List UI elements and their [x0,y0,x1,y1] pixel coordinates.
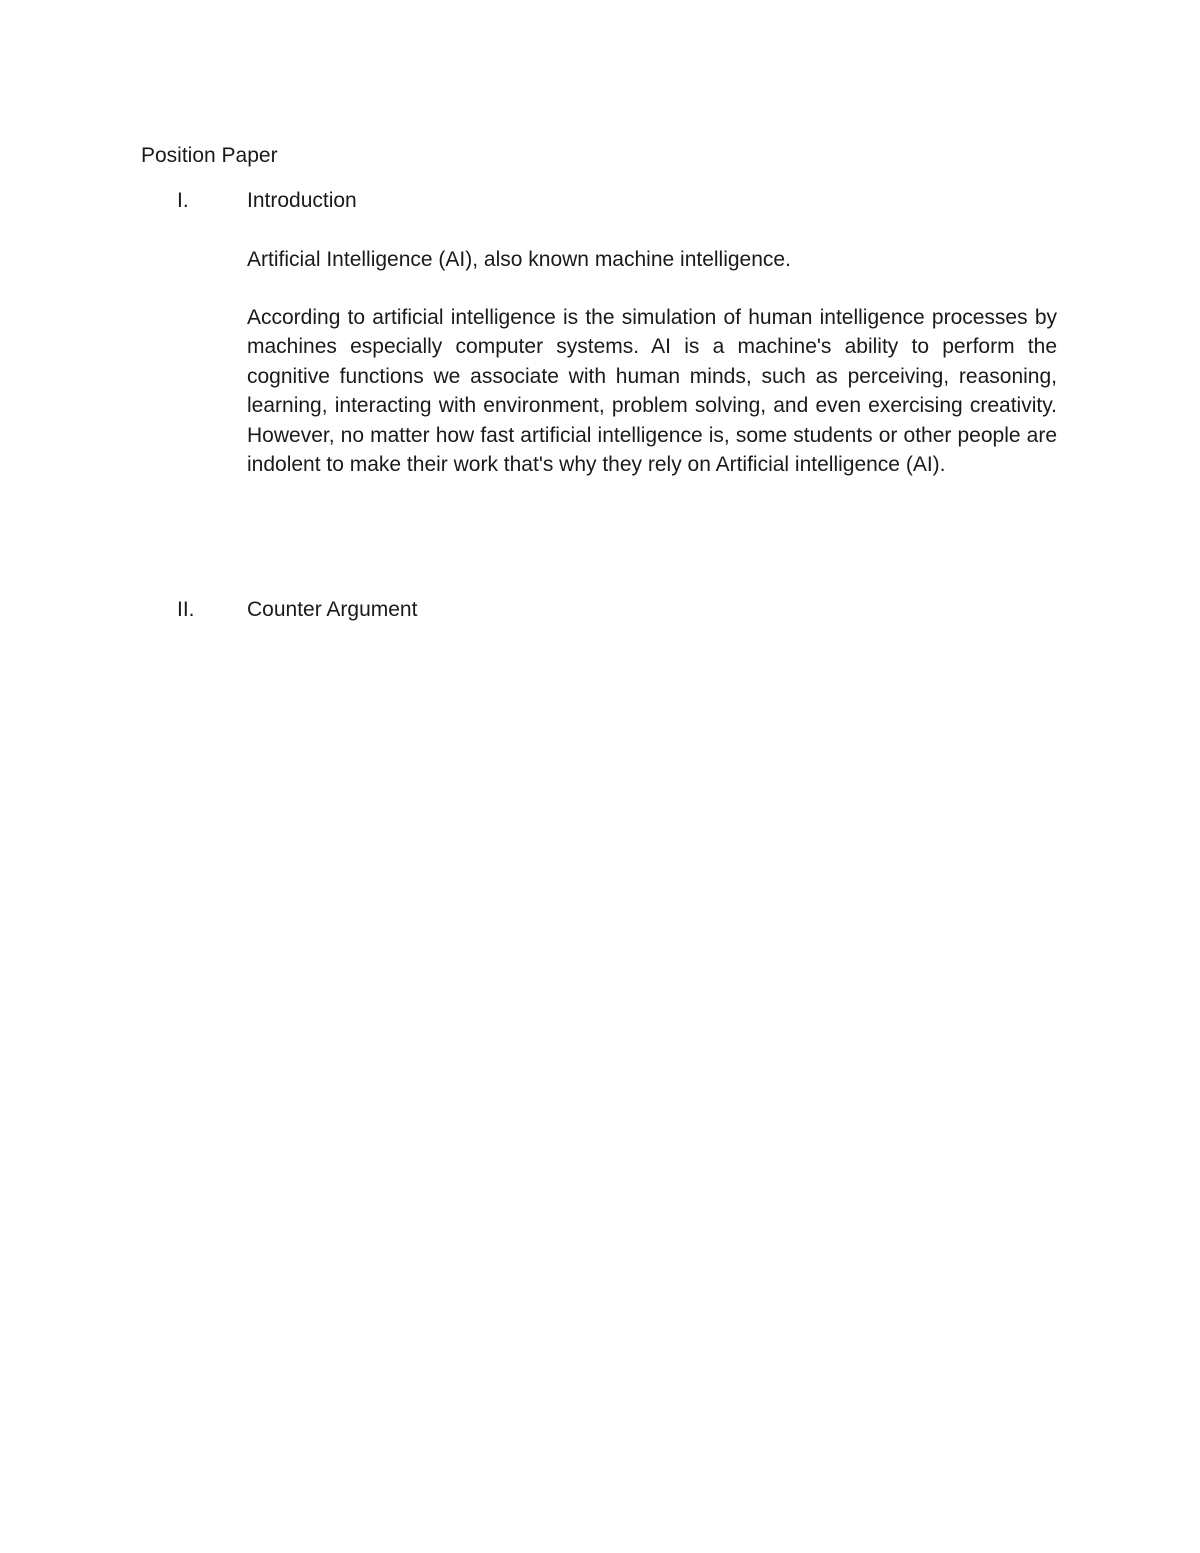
intro-paragraph-2: According to artificial intelligence is the simulation of human intelligence processes by machines especially computer systems. AI is a machine's ability to perform the cognitive functions we associate with human minds, such as perceiving, reasoning, learning, interacting with environment, problem solving, and even exercising creativity. However, no matter how fast artificial intelligence is, some students or other people are indolent to make their work that's why they rely on Artificial intelligence (AI). [247,306,1057,477]
section-1-heading: Introduction [247,189,357,212]
intro-paragraph-1: Artificial Intelligence (AI), also known machine intelligence. [247,248,791,271]
section-1-numeral: I. [177,189,189,212]
document-title: Position Paper [141,144,278,167]
section-2-numeral: II. [177,598,195,621]
section-2-heading: Counter Argument [247,598,418,621]
